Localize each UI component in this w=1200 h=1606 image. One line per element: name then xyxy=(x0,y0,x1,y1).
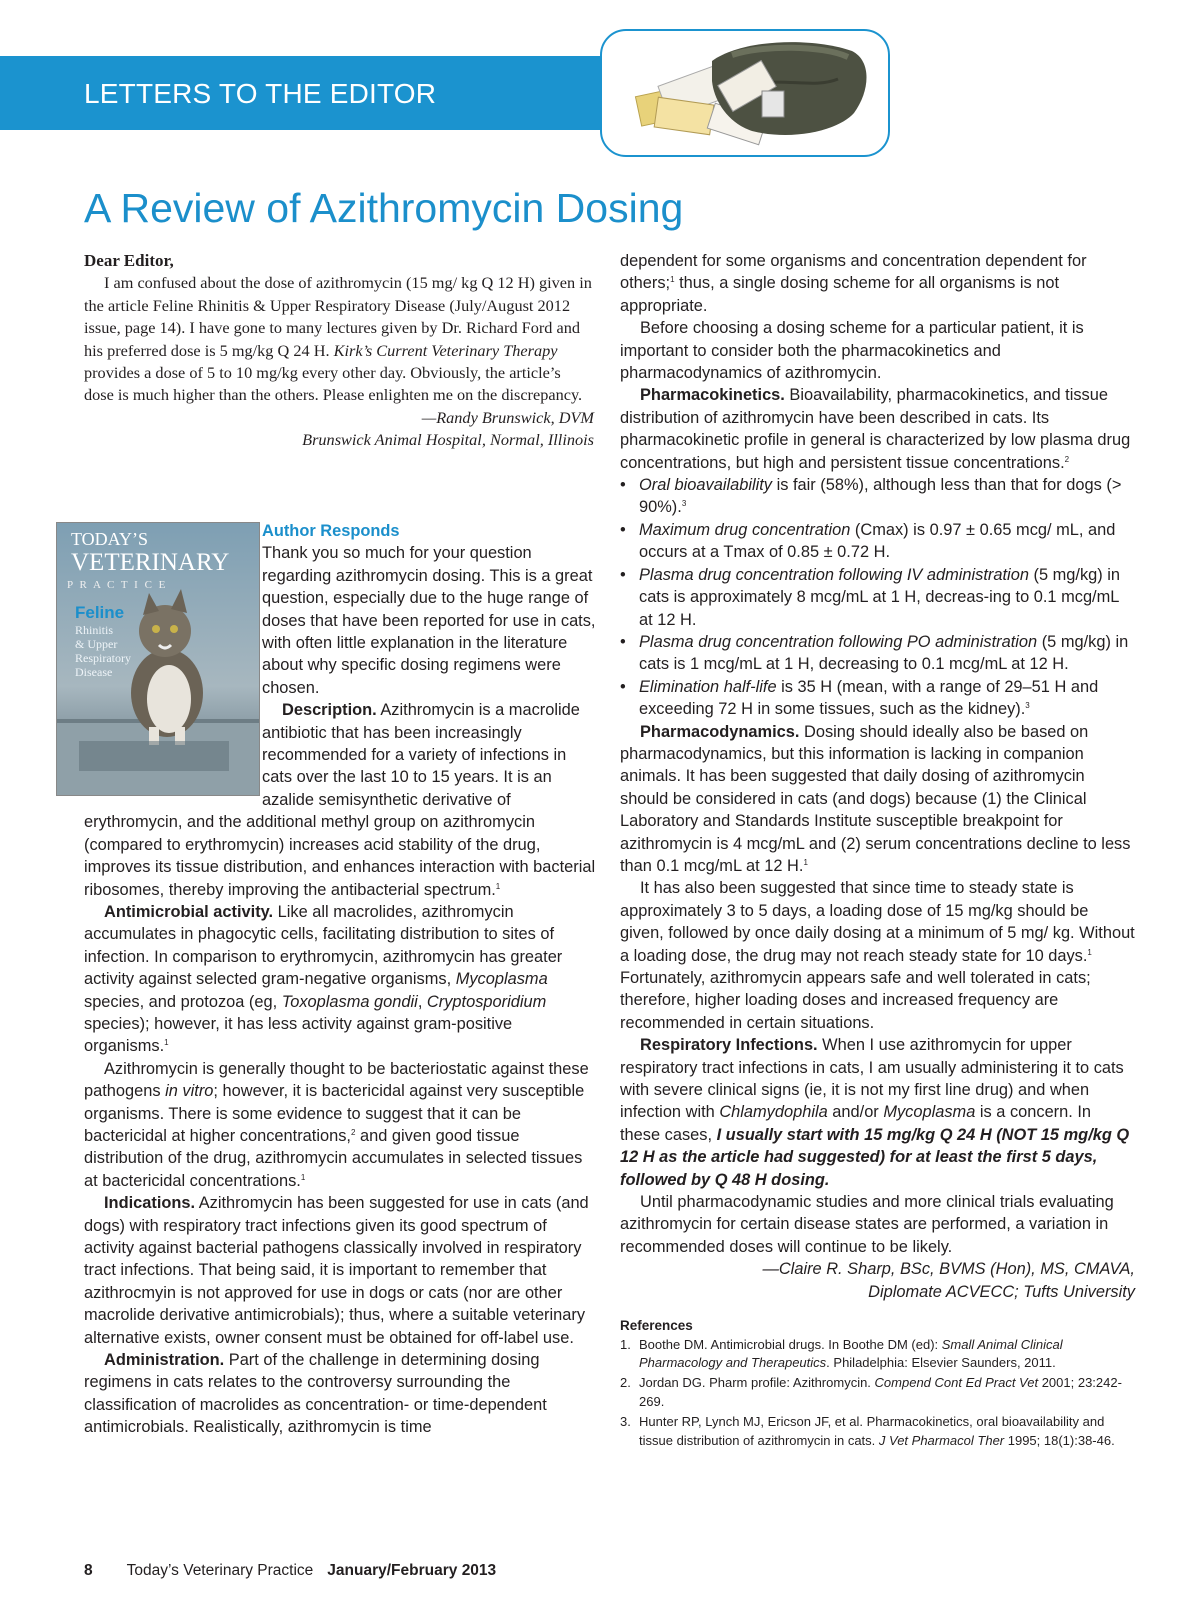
left-column xyxy=(84,520,599,1439)
cover-masthead-3: P R A C T I C E xyxy=(67,579,168,591)
citation: 3 xyxy=(681,499,687,509)
letter-text: I am confused about the dose of azithromycin (15 mg/ kg Q 12 H) given in the article Feline Rhinitis & Upper Respiratory Disease (July/August 2012 issue, page 14). I have gone to many lectures given by Dr. Richard Ford and his preferred dose is 5 mg/kg Q 24 H. xyxy=(84,273,592,360)
citation: 1 xyxy=(495,881,501,891)
bullet-icon: • xyxy=(620,565,626,584)
list-item xyxy=(620,676,1135,721)
list-item-text: is 35 H (mean, with a range of 29–51 H and exceeding 72 H in some tissues, such as the kidney). xyxy=(639,677,1099,719)
references-list xyxy=(620,1336,1135,1450)
right-column xyxy=(620,250,1135,1452)
list-item-text: (Cmax) is 0.97 ± 0.65 mcg/ mL, and occurs at a Tmax of 0.85 ± 0.72 H. xyxy=(639,520,1116,562)
letter-salutation: Dear Editor, xyxy=(84,251,174,270)
term: in vitro xyxy=(165,1082,214,1101)
reference-text: 2001; 23:242-269. xyxy=(639,1375,1122,1409)
citation: 3 xyxy=(1025,701,1030,711)
citation: 1 xyxy=(670,275,675,285)
letter-affiliation: Brunswick Animal Hospital, Normal, Illinois xyxy=(302,430,594,450)
references-heading: References xyxy=(620,1318,693,1334)
cover-headline-line: Disease xyxy=(75,665,113,679)
author-responds-heading: Author Responds xyxy=(262,522,400,540)
taxon: Mycoplasma xyxy=(883,1103,976,1122)
publication-name: Today’s Veterinary Practice xyxy=(126,1562,314,1579)
page-footer xyxy=(84,1562,496,1580)
administration-paragraph xyxy=(84,1349,599,1439)
bullet-icon: • xyxy=(620,677,626,696)
antimicrobial-heading: Antimicrobial activity. xyxy=(104,902,274,921)
respiratory-paragraph xyxy=(620,1034,1135,1191)
list-item-text: is fair (58%), although less than that for dogs (> 90%). xyxy=(639,476,1122,517)
citation: 1 xyxy=(803,857,808,867)
list-item xyxy=(620,631,1135,676)
page-number: 8 xyxy=(84,1562,93,1579)
bullet-icon: • xyxy=(620,476,626,495)
paragraph-text: Dosing should ideally also be based on pharmacodynamics, but this information is lacking in companion animals. It has been suggested that daily dosing of azithromycin should be considered in cats (and dogs) because (1) the Clinical Laboratory and Standards Institute susceptible breakpoint for azithromycin is 4 mcg/mL and (2) serum concentrations decline to less than 0.1 mcg/mL at 12 H. xyxy=(620,722,1131,875)
cover-masthead-2: VETERINARY xyxy=(71,549,230,576)
citation: 2 xyxy=(350,1127,356,1137)
taxon: Toxoplasma gondii xyxy=(281,992,418,1011)
bullet-icon: • xyxy=(620,520,626,539)
reference-text: 1995; 18(1):38-46. xyxy=(1004,1432,1115,1448)
reference-text: Hunter RP, Lynch MJ, Ericson JF, et al. Pharmacokinetics, oral bioavailability and tissue distribution of azithromycin in cats. xyxy=(639,1414,1105,1448)
closing-paragraph: Until pharmacodynamic studies and more clinical trials evaluating azithromycin for certain disease states are performed, a variation in recommended doses will continue to be likely. xyxy=(620,1193,1114,1256)
list-item-term: Plasma drug concentration following IV administration xyxy=(639,565,1029,584)
author-signature: —Claire R. Sharp, BSc, BVMS (Hon), MS, CMAVA, xyxy=(762,1260,1135,1279)
paragraph-text: is a concern. In these cases, xyxy=(620,1103,1092,1144)
list-item-term: Maximum drug concentration xyxy=(639,520,851,539)
reference-number: 1. xyxy=(620,1336,631,1352)
list-item xyxy=(620,474,1135,519)
list-item-term: Plasma drug concentration following PO administration xyxy=(639,632,1038,651)
list-item xyxy=(620,519,1135,564)
bacteriostatic-paragraph xyxy=(84,1058,599,1192)
taxon: Mycoplasma xyxy=(455,970,548,989)
response-intro: Thank you so much for your question regarding azithromycin dosing. This is a great question, especially due to the huge range of doses that have been reported for use in cats, with often little explanation in the literature about why specific dosing regimens were chosen. xyxy=(262,544,596,697)
references-section xyxy=(620,1317,1135,1450)
pharmacokinetics-heading: Pharmacokinetics. xyxy=(640,386,785,405)
reference-source: J Vet Pharmacol Ther xyxy=(878,1432,1005,1448)
paragraph-text: Fortunately, azithromycin appears safe and well tolerated in cats; therefore, higher loading doses and increased frequency are recommended in certain situations. xyxy=(620,969,1091,1032)
reference-item xyxy=(620,1374,1135,1411)
paragraph-text: dependent for some organisms and concentration dependent for others; xyxy=(620,252,1087,293)
paragraph-text: Part of the challenge in determining dosing regimens in cats relates to the controversy surrounding the classification of macrolides as concentration- or time-dependent antimicrobials. Realistically, azithromycin is time xyxy=(84,1351,547,1437)
list-item-term: Oral bioavailability xyxy=(639,476,773,495)
list-item-text: (5 mg/kg) in cats is approximately 8 mcg/mL at 1 H, decreas-ing to 0.1 mcg/mL at 12 H. xyxy=(639,565,1121,629)
paragraph-text: and given good tissue distribution of the drug, azithromycin accumulates in selected tissues at bactericidal concentrations. xyxy=(84,1126,583,1190)
section-banner-label: LETTERS TO THE EDITOR xyxy=(84,78,437,109)
taxon: Chlamydophila xyxy=(719,1103,828,1122)
list-item xyxy=(620,564,1135,631)
paragraph-text: Bioavailability, pharmacokinetics, and tissue distribution of azithromycin have been described in cats. Its pharmacokinetic profile in general is characterized by low plasma drug concentrations, but high and persistent tissue concentrations. xyxy=(620,386,1131,472)
indications-paragraph xyxy=(84,1192,599,1349)
pharmacodynamics-heading: Pharmacodynamics. xyxy=(640,722,800,741)
taxon: Cryptosporidium xyxy=(426,992,547,1011)
mailbag-icon xyxy=(602,31,888,155)
citation: 2 xyxy=(1064,454,1070,464)
cover-headline: Feline xyxy=(75,603,125,622)
paragraph-text: species, and protozoa (eg, xyxy=(84,992,282,1011)
paragraph-text: and/or xyxy=(827,1103,884,1122)
cover-masthead: TODAY’S xyxy=(71,529,149,549)
cover-headline-line: & Upper xyxy=(75,637,118,651)
antimicrobial-paragraph xyxy=(84,901,599,1058)
paragraph-text: When I use azithromycin for upper respiratory tract infections in cats, I am usually administering it to cats with severe clinical signs (ie, it is not my first line drug) and when infection with xyxy=(620,1036,1124,1122)
reader-letter xyxy=(84,250,594,452)
letter-text: provides a dose of 5 to 10 mg/kg every other day. Obviously, the article’s dose is much higher than the others. Please enlighten me on the discrepancy. xyxy=(84,363,583,405)
paragraph-text: ; however, it is bactericidal against very susceptible organisms. There is some evidence to suggest that it can be bactericidal at higher concentrations, xyxy=(84,1082,585,1145)
pharmacodynamics-paragraph xyxy=(620,721,1135,878)
pharmacokinetics-paragraph xyxy=(620,384,1135,474)
paragraph-text: species); however, it has less activity against gram-positive organisms. xyxy=(84,1014,513,1056)
list-item-text: (5 mg/kg) in cats is 1 mcg/mL at 1 H, decreasing to 0.1 mcg/mL at 12 H. xyxy=(639,632,1129,674)
reference-source: Small Animal Clinical Pharmacology and Therapeutics xyxy=(639,1336,1063,1370)
paragraph-text: It has also been suggested that since time to steady state is approximately 3 to 5 days, a loading dose of 15 mg/kg should be given, followed by once daily dosing at a minimum of 5 mg/ kg. Without a loading dose, the drug may not reach steady state for 10 days. xyxy=(620,879,1135,965)
administration-continued xyxy=(620,250,1135,317)
issue-date: January/February 2013 xyxy=(327,1562,497,1579)
dosing-recommendation: I usually start with 15 mg/kg Q 24 H (NOT 15 mg/kg Q 12 H as the article had suggested) for at least the first 5 days, followed by Q 48 H dosing. xyxy=(620,1125,1130,1189)
paragraph-text: thus, a single dosing scheme for all organisms is not appropriate. xyxy=(620,274,1060,315)
description-heading: Description. xyxy=(282,701,377,720)
reference-text: Boothe DM. Antimicrobial drugs. In Boothe DM (ed): xyxy=(639,1336,942,1352)
paragraph-text: , xyxy=(417,992,427,1011)
paragraph-text: Azithromycin is generally thought to be bacteriostatic against these pathogens xyxy=(84,1059,589,1101)
citation: 1 xyxy=(164,1038,169,1048)
reference-text: Jordan DG. Pharm profile: Azithromycin. xyxy=(639,1375,875,1391)
letter-signature: —Randy Brunswick, DVM xyxy=(421,407,594,427)
reference-text: . Philadelphia: Elsevier Saunders, 2011. xyxy=(826,1354,1056,1370)
citation: 1 xyxy=(1087,947,1092,957)
pharmacokinetics-list xyxy=(620,474,1135,720)
respiratory-heading: Respiratory Infections. xyxy=(640,1036,818,1055)
reference-item xyxy=(620,1336,1135,1373)
reference-number: 2. xyxy=(620,1375,631,1391)
reference-number: 3. xyxy=(620,1414,631,1430)
cover-float-space xyxy=(56,520,262,806)
paragraph-text: Azithromycin has been suggested for use in cats (and dogs) with respiratory tract infections given its good spectrum of activity against bacterial pathogens classically involved in respiratory tract infections. That being said, it is important to remember that azithrocmyin is not approved for use in dogs or cats (nor are other macrolide derivative antimicrobials); thus, where a suitable veterinary alternative exists, owner consent must be obtained for off-label use. xyxy=(84,1194,589,1347)
paragraph-text: Like all macrolides, azithromycin accumulates in phagocytic cells, facilitating distribution to sites of infection. In comparison to erythromycin, azithromycin has greater activity against selected gram-negative organisms, xyxy=(84,902,563,989)
bullet-icon: • xyxy=(620,632,626,651)
letter-body xyxy=(84,272,594,406)
reference-item xyxy=(620,1413,1135,1450)
paragraph-text: Azithromycin is a macrolide antibiotic that has been increasingly recommended for a variety of infections in cats over the last 10 to 15 years. It is an azalide semisynthetic derivative of erythromycin, and the additional methyl group on azithromycin (compared to erythromycin) increases acid stability of the drug, improves its tissue distribution, and enhances interaction with bacterial ribosomes, thereby improving the antibacterial spectrum. xyxy=(84,701,596,899)
list-item-term: Elimination half-life xyxy=(639,677,777,696)
choosing-paragraph: Before choosing a dosing scheme for a particular patient, it is important to consider both the pharmacokinetics and pharmacodynamics of azithromycin. xyxy=(620,319,1084,383)
letter-book-title: Kirk’s Current Veterinary Therapy xyxy=(333,340,558,360)
author-affiliation: Diplomate ACVECC; Tufts University xyxy=(868,1282,1135,1301)
citation: 1 xyxy=(300,1172,306,1182)
cover-headline-line: Rhinitis xyxy=(75,623,114,637)
cover-headline-line: Respiratory xyxy=(75,651,131,665)
steady-state-paragraph xyxy=(620,877,1135,1034)
reference-source: Compend Cont Ed Pract Vet xyxy=(874,1375,1039,1391)
indications-heading: Indications. xyxy=(104,1194,196,1213)
administration-heading: Administration. xyxy=(104,1351,225,1370)
mailbag-illustration xyxy=(600,29,890,157)
article-title: A Review of Azithromycin Dosing xyxy=(84,185,684,231)
